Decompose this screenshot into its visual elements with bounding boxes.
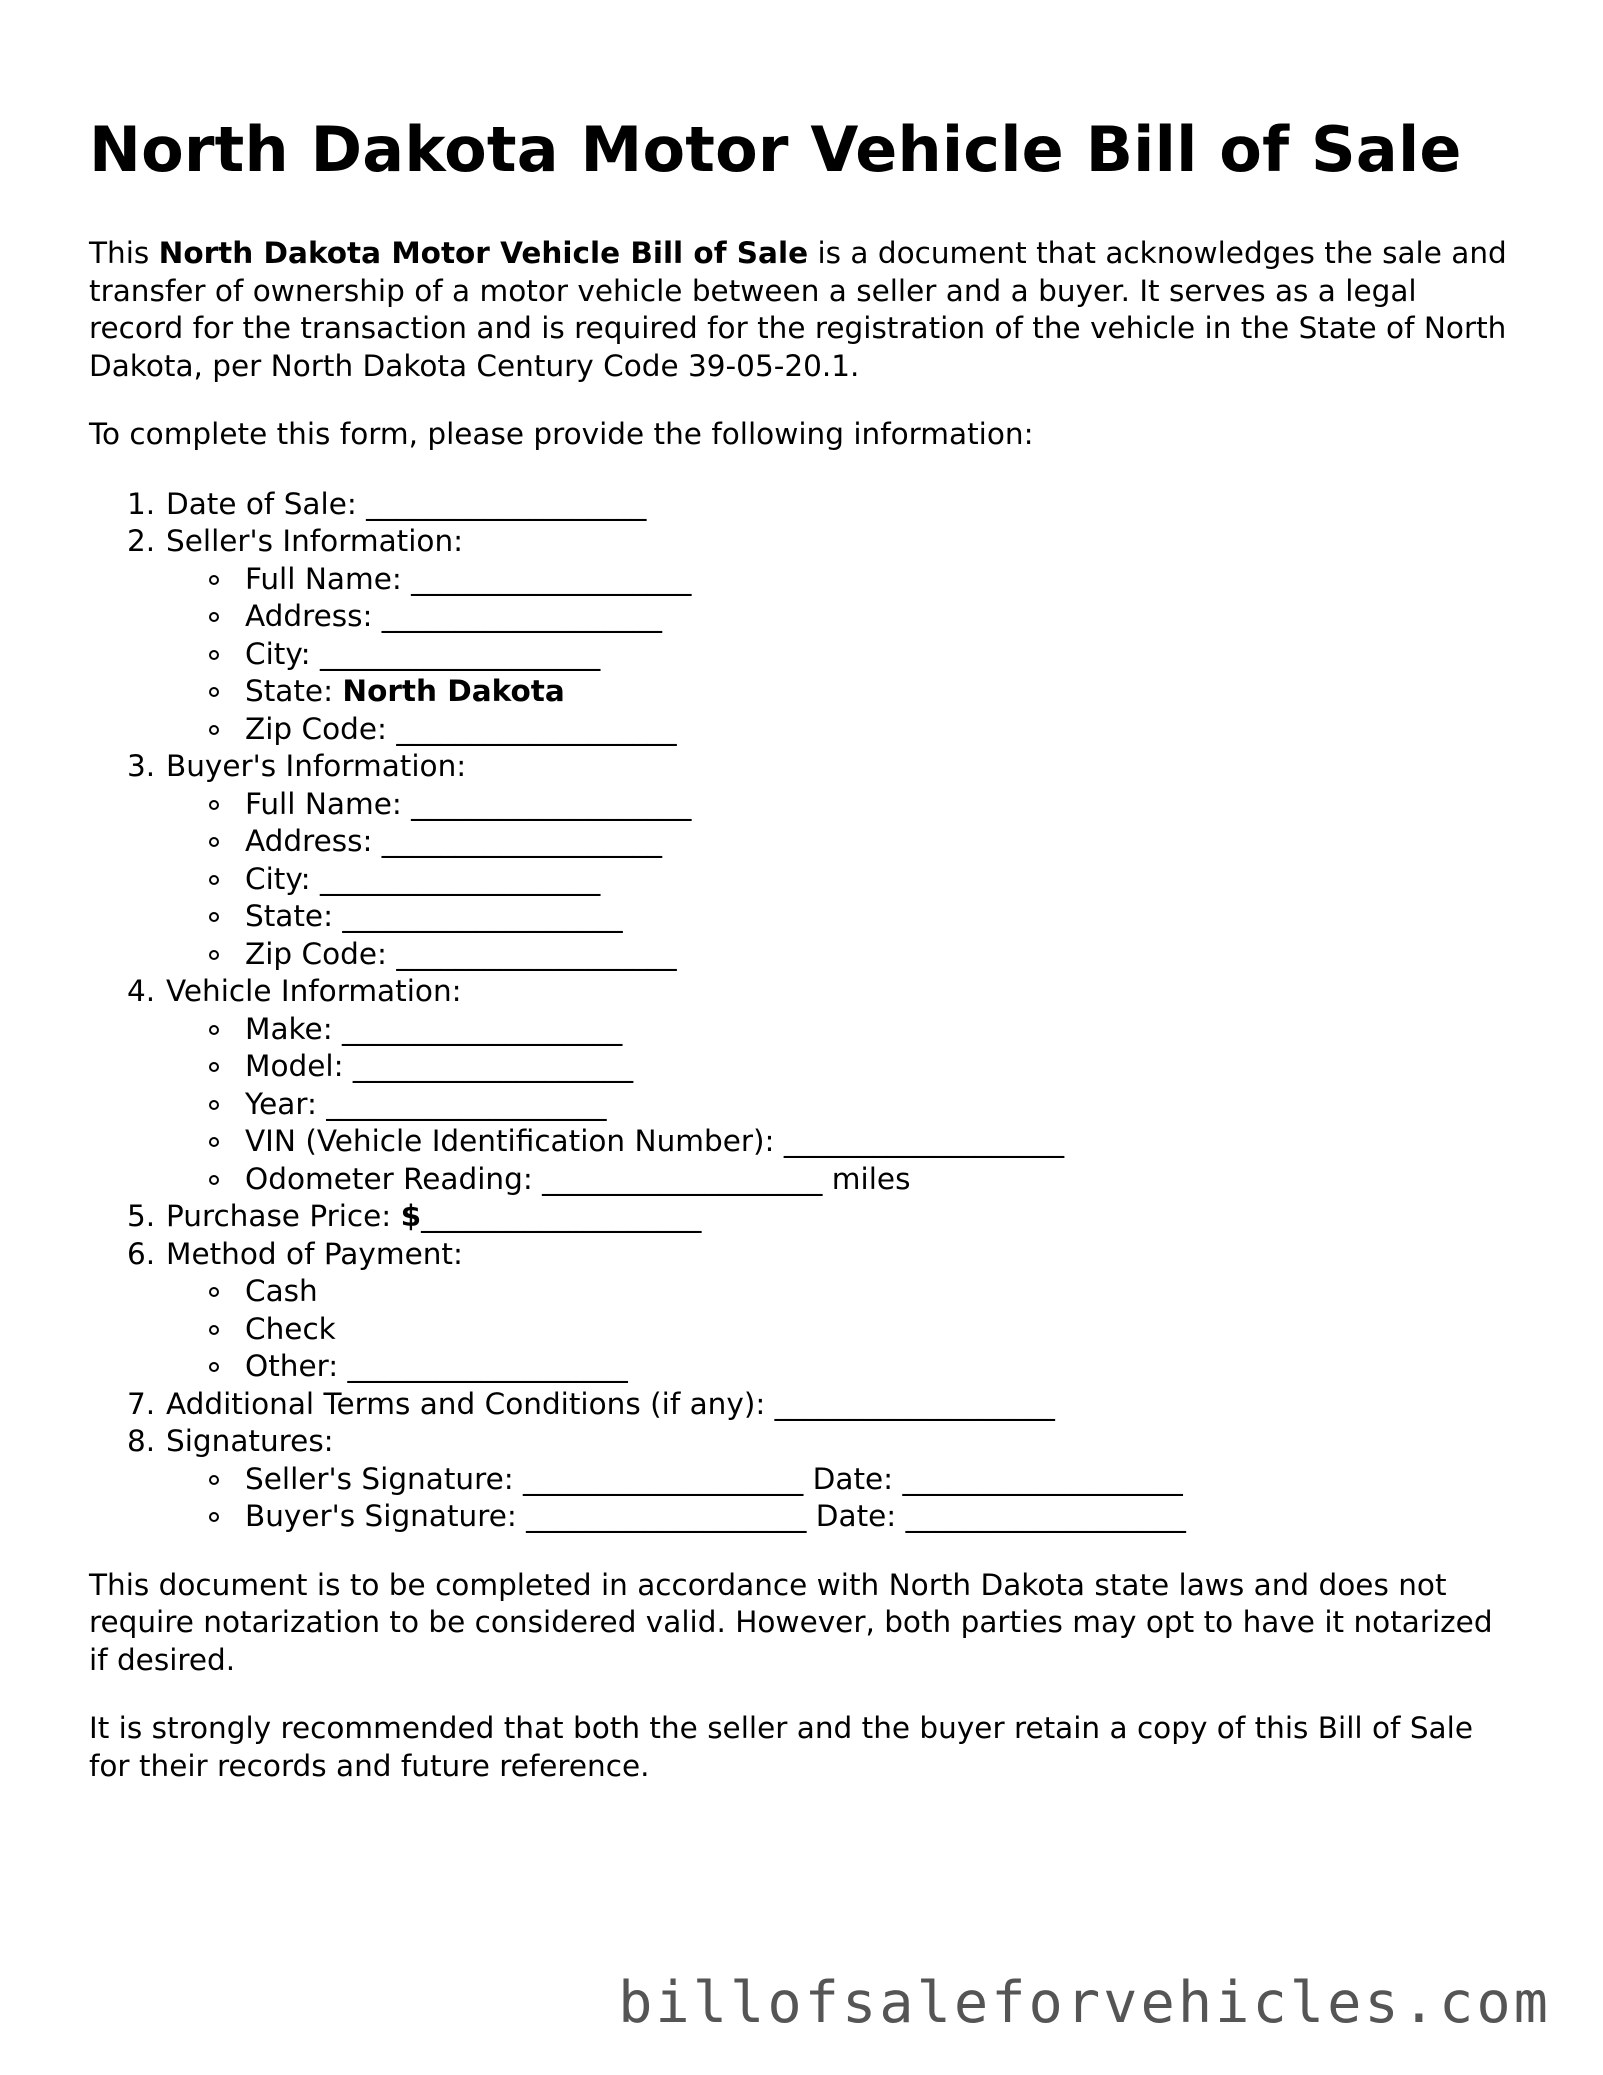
notarization-note: This document is to be completed in accordance with North Dakota state laws and does not require notarization to be considered valid. However, both parties may opt to have it notarized if desired. bbox=[89, 1567, 1493, 1677]
seller-field-list bbox=[166, 561, 1519, 749]
vehicle-make-field[interactable]: Make: ___________________ bbox=[166, 1011, 1519, 1049]
list-item-payment-method: 6. Method of Payment: Cash Check Other: ___________________ bbox=[89, 1236, 1519, 1386]
payment-option-other[interactable]: Other: ___________________ bbox=[166, 1348, 1519, 1386]
form-field-list bbox=[89, 486, 1519, 1536]
list-item-buyer-info: 3. Buyer's Information: Full Name: ___________________ Address: ___________________ City: ___________________ State: ___________________ Zip Code: ___________________ bbox=[89, 748, 1519, 973]
list-item-seller-info: 2. Seller's Information: Full Name: ___________________ Address: ___________________ City: ___________________ State: North Dakota Zip Code: ___________________ bbox=[89, 523, 1519, 748]
seller-address-field[interactable]: Address: ___________________ bbox=[166, 598, 1519, 636]
buyer-state-field[interactable]: State: ___________________ bbox=[166, 898, 1519, 936]
seller-full-name-field[interactable]: Full Name: ___________________ bbox=[166, 561, 1519, 599]
seller-zip-field[interactable]: Zip Code: ___________________ bbox=[166, 711, 1519, 749]
payment-option-list bbox=[166, 1273, 1519, 1386]
buyer-zip-field[interactable]: Zip Code: ___________________ bbox=[166, 936, 1519, 974]
list-item-additional-terms: 7. Additional Terms and Conditions (if any): ___________________ bbox=[127, 1386, 1055, 1421]
vehicle-year-field[interactable]: Year: ___________________ bbox=[166, 1086, 1519, 1124]
currency-symbol: $ bbox=[400, 1199, 422, 1233]
list-item-date-of-sale: 1. Date of Sale: ___________________ bbox=[127, 486, 647, 521]
document-title: North Dakota Motor Vehicle Bill of Sale bbox=[89, 113, 1462, 186]
payment-option-cash[interactable]: Cash bbox=[166, 1273, 1519, 1311]
site-watermark: billofsaleforvehicles.com bbox=[618, 1970, 1551, 2036]
date-of-sale-blank[interactable]: ___________________ bbox=[366, 486, 647, 521]
seller-state-field: State: North Dakota bbox=[166, 673, 1519, 711]
vehicle-odometer-field[interactable]: Odometer Reading: ___________________ miles bbox=[166, 1161, 1519, 1199]
vehicle-vin-field[interactable]: VIN (Vehicle Identification Number): ___________________ bbox=[166, 1123, 1519, 1161]
seller-city-field[interactable]: City: ___________________ bbox=[166, 636, 1519, 674]
buyer-address-field[interactable]: Address: ___________________ bbox=[166, 823, 1519, 861]
additional-terms-field[interactable]: Additional Terms and Conditions (if any): ___________________ bbox=[166, 1386, 1055, 1421]
buyer-full-name-field[interactable]: Full Name: ___________________ bbox=[166, 786, 1519, 824]
payment-option-check[interactable]: Check bbox=[166, 1311, 1519, 1349]
purchase-price-blank[interactable]: ___________________ bbox=[421, 1199, 702, 1233]
vehicle-field-list bbox=[166, 1011, 1519, 1199]
intro-bold-title: North Dakota Motor Vehicle Bill of Sale bbox=[158, 236, 809, 270]
intro-suffix: is a document that acknowledges the sale and transfer of ownership of a motor vehicle between a seller and a buyer. It serves as a legal record for the transaction and is required for the registration of the vehicle in the State of North Dakota, per North Dakota Century Code 39-05-20.1. bbox=[89, 236, 1507, 383]
intro-paragraph bbox=[89, 235, 1519, 385]
list-item-vehicle-info: 4. Vehicle Information: Make: ___________________ Model: ___________________ Year: ___________________ VIN (Vehicle Identification Number): ___________________ Odometer Reading: ___________________ miles bbox=[89, 973, 1519, 1198]
intro-prefix: This bbox=[89, 236, 159, 270]
instruction-text: To complete this form, please provide the following information: bbox=[89, 417, 1034, 451]
list-item-purchase-price: 5. Purchase Price: $___________________ bbox=[127, 1199, 702, 1233]
signature-field-list bbox=[166, 1461, 1519, 1536]
list-item-signatures: 8. Signatures: Seller's Signature: ___________________ Date: ___________________ Buyer's Signature: ___________________ Date: ___________________ bbox=[89, 1423, 1519, 1536]
retention-note: It is strongly recommended that both the seller and the buyer retain a copy of this Bill of Sale for their records and future reference. bbox=[89, 1711, 1473, 1783]
document-page bbox=[89, 112, 1519, 1785]
buyer-field-list bbox=[166, 786, 1519, 974]
seller-signature-field[interactable]: Seller's Signature: ___________________ Date: ___________________ bbox=[166, 1461, 1519, 1499]
buyer-signature-field[interactable]: Buyer's Signature: ___________________ Date: ___________________ bbox=[166, 1498, 1519, 1536]
vehicle-model-field[interactable]: Model: ___________________ bbox=[166, 1048, 1519, 1086]
buyer-city-field[interactable]: City: ___________________ bbox=[166, 861, 1519, 899]
